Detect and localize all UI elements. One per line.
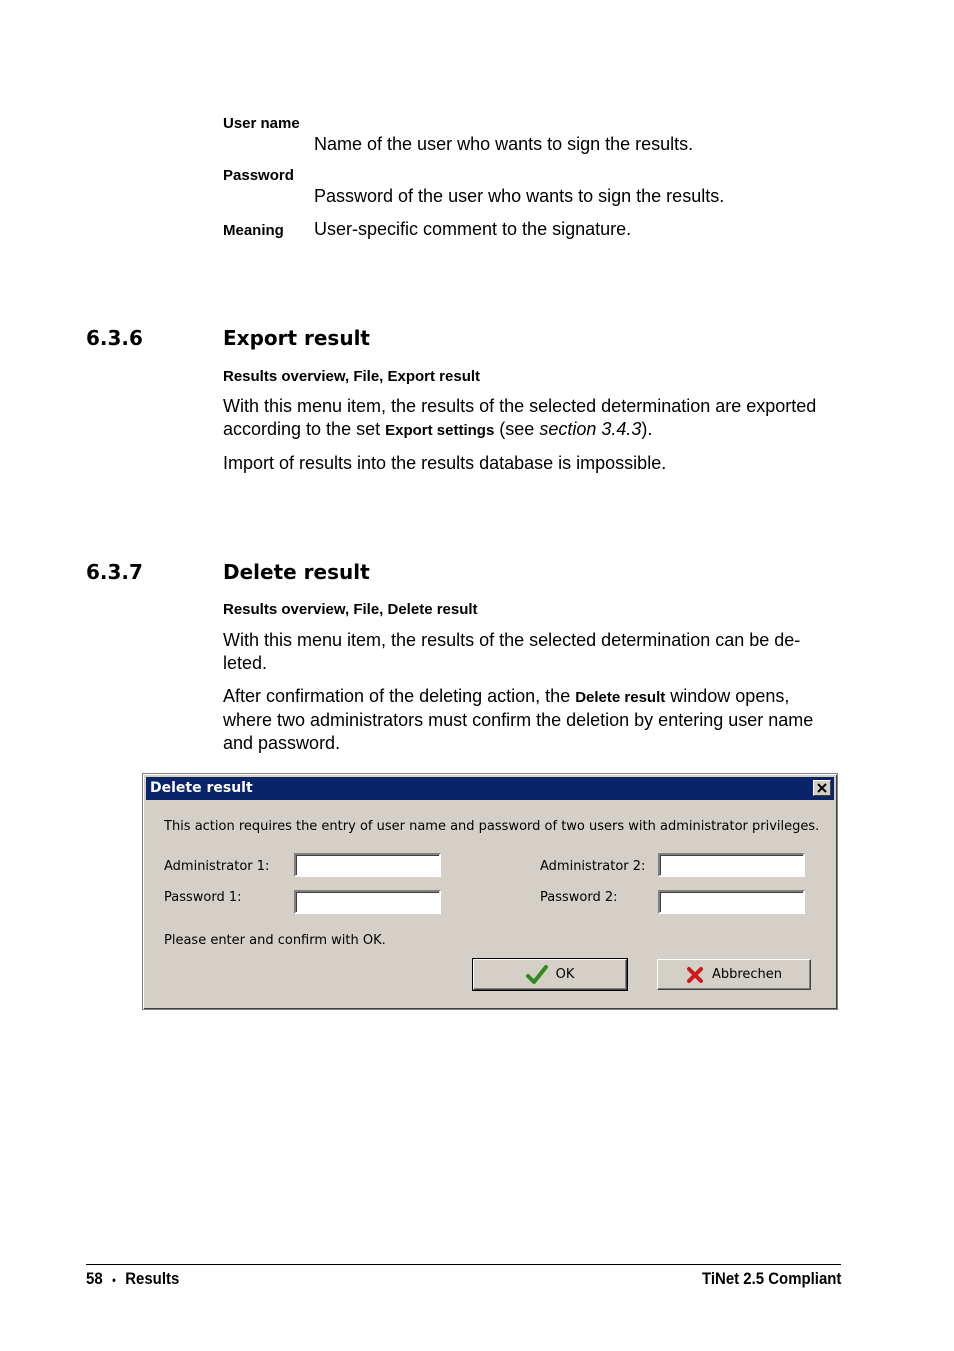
dialog-titlebar bbox=[146, 777, 834, 800]
paragraph: With this menu item, the results of the selected determination are exported according to the set Export settings (see section 3.4.3). bbox=[223, 396, 817, 439]
password2-label: Password 2: bbox=[540, 890, 618, 905]
desc-user-name: Name of the user who wants to sign the results. bbox=[314, 134, 694, 154]
inline-bold: Export settings bbox=[385, 422, 495, 439]
password1-label: Password 1: bbox=[164, 890, 242, 905]
ok-button[interactable] bbox=[473, 959, 627, 990]
section-reference: section 3.4.3 bbox=[539, 419, 642, 439]
admin1-input[interactable] bbox=[294, 853, 441, 877]
footer-rule bbox=[86, 1264, 841, 1265]
cross-icon bbox=[686, 966, 704, 984]
paragraph: With this menu item, the results of the selected determination can be de-leted. bbox=[223, 630, 801, 673]
checkmark-icon bbox=[526, 965, 548, 985]
menu-path: Results overview, File, Export result bbox=[223, 368, 481, 385]
close-button[interactable] bbox=[813, 780, 831, 796]
desc-meaning: User-specific comment to the signature. bbox=[314, 219, 632, 239]
footer-bullet: • bbox=[112, 1273, 116, 1287]
password2-input[interactable] bbox=[658, 890, 805, 914]
section-number: 6.3.6 bbox=[86, 326, 143, 350]
close-icon bbox=[817, 783, 827, 793]
ok-label: OK bbox=[555, 967, 575, 982]
section-title: Delete result bbox=[223, 560, 370, 584]
section-title: Export result bbox=[223, 326, 370, 350]
password1-input[interactable] bbox=[294, 890, 441, 914]
cancel-label: Abbrechen bbox=[711, 967, 783, 982]
menu-path: Results overview, File, Delete result bbox=[223, 601, 478, 618]
desc-password: Password of the user who wants to sign the results. bbox=[314, 186, 725, 206]
dialog-hint: Please enter and confirm with OK. bbox=[164, 933, 386, 948]
section-number: 6.3.7 bbox=[86, 560, 143, 584]
footer-section: Results bbox=[125, 1269, 180, 1288]
term-user-name: User name bbox=[223, 115, 300, 132]
delete-result-dialog bbox=[142, 773, 838, 1010]
paragraph: Import of results into the results database is impossible. bbox=[223, 453, 667, 473]
paragraph: After confirmation of the deleting action, the Delete result window opens, where two administrators must confirm the deletion by entering user name and password. bbox=[223, 686, 814, 753]
dialog-title: Delete result bbox=[150, 780, 253, 796]
admin2-label: Administrator 2: bbox=[540, 859, 646, 874]
footer-product: TiNet 2.5 Compliant bbox=[701, 1269, 841, 1288]
inline-bold: Delete result bbox=[575, 689, 666, 706]
admin1-label: Administrator 1: bbox=[164, 859, 270, 874]
dialog-message: This action requires the entry of user name and password of two users with administrator privileges. bbox=[164, 819, 820, 834]
term-password: Password bbox=[223, 167, 294, 184]
cancel-button[interactable] bbox=[657, 959, 811, 990]
footer-left bbox=[86, 1269, 179, 1289]
admin2-input[interactable] bbox=[658, 853, 805, 877]
term-meaning: Meaning bbox=[223, 222, 284, 239]
page-number: 58 bbox=[86, 1269, 103, 1288]
